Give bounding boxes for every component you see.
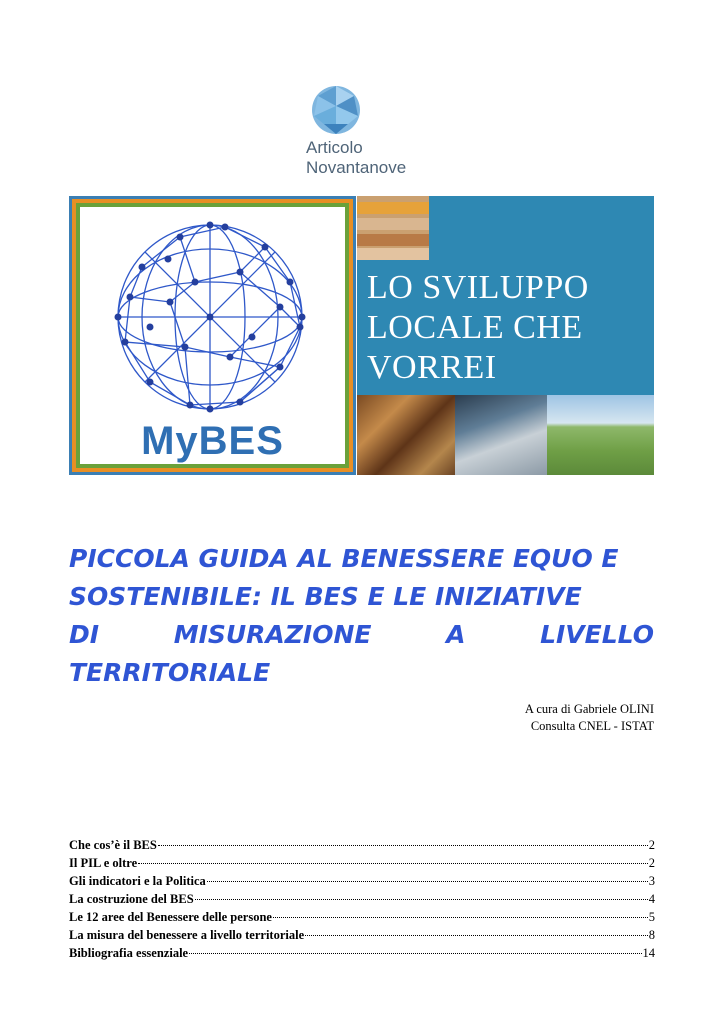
title-word: DI bbox=[69, 620, 100, 649]
toc-entry-page: 2 bbox=[648, 838, 655, 852]
toc-leader-dots bbox=[305, 935, 648, 936]
toc-entry-page: 8 bbox=[648, 928, 655, 942]
title-line: TERRITORIALE bbox=[69, 658, 271, 687]
cover-banner bbox=[69, 196, 654, 475]
keyboard-photo bbox=[455, 395, 547, 475]
title-word: MISURAZIONE bbox=[173, 620, 372, 649]
mybes-wordmark: MyBES bbox=[141, 419, 284, 463]
table-of-contents bbox=[69, 836, 655, 962]
banner-title-line: LO SVILUPPO bbox=[367, 269, 589, 306]
toc-entry-label: La costruzione del BES bbox=[69, 892, 194, 906]
countryside-photo bbox=[547, 395, 654, 475]
toc-entry-label: Gli indicatori e la Politica bbox=[69, 874, 206, 888]
logo-name-line2: Novantanove bbox=[306, 158, 407, 177]
banner-title-line: LOCALE CHE bbox=[367, 309, 583, 346]
toc-entry[interactable] bbox=[69, 854, 655, 872]
toc-entry[interactable] bbox=[69, 836, 655, 854]
title-line: SOSTENIBILE: IL BES E LE INIZIATIVE bbox=[69, 582, 582, 611]
toc-entry-label: Bibliografia essenziale bbox=[69, 946, 189, 960]
toc-leader-dots bbox=[138, 863, 648, 864]
toc-entry-page: 14 bbox=[642, 946, 655, 960]
faceted-sphere-icon bbox=[310, 84, 362, 136]
toc-entry-label: Le 12 aree del Benessere delle persone bbox=[69, 910, 272, 924]
toc-entry[interactable] bbox=[69, 944, 655, 962]
toc-entry[interactable] bbox=[69, 908, 655, 926]
title-line-justified bbox=[69, 616, 654, 654]
toc-leader-dots bbox=[189, 953, 641, 954]
author-credit bbox=[525, 701, 654, 735]
banner-title-line: VORREI bbox=[367, 349, 497, 386]
document-title bbox=[69, 540, 654, 692]
network-globe-icon bbox=[80, 207, 345, 422]
toc-leader-dots bbox=[158, 845, 648, 846]
logo-name-line1: Articolo bbox=[306, 138, 363, 157]
photo-strip bbox=[357, 395, 654, 475]
toc-entry[interactable] bbox=[69, 926, 655, 944]
toc-entry-label: La misura del benessere a livello territoriale bbox=[69, 928, 305, 942]
toc-entry-label: Il PIL e oltre bbox=[69, 856, 138, 870]
toc-entry-page: 3 bbox=[648, 874, 655, 888]
toc-entry-page: 4 bbox=[648, 892, 655, 906]
joined-hands-image bbox=[357, 196, 429, 260]
banner-title bbox=[367, 268, 589, 388]
toc-entry[interactable] bbox=[69, 890, 655, 908]
title-word: LIVELLO bbox=[540, 620, 654, 649]
articolo-novantanove-logo bbox=[300, 84, 430, 184]
toc-leader-dots bbox=[207, 881, 648, 882]
produce-photo bbox=[357, 395, 455, 475]
mybes-panel bbox=[69, 196, 356, 475]
toc-entry-page: 5 bbox=[648, 910, 655, 924]
toc-entry-label: Che cos’è il BES bbox=[69, 838, 157, 852]
toc-entry[interactable] bbox=[69, 872, 655, 890]
toc-leader-dots bbox=[273, 917, 648, 918]
toc-entry-page: 2 bbox=[648, 856, 655, 870]
toc-leader-dots bbox=[195, 899, 648, 900]
credit-author: A cura di Gabriele OLINI bbox=[524, 702, 654, 716]
title-word: A bbox=[446, 620, 466, 649]
credit-affiliation: Consulta CNEL - ISTAT bbox=[530, 719, 654, 733]
sviluppo-locale-panel bbox=[357, 196, 654, 475]
title-line: PICCOLA GUIDA AL BENESSERE EQUO E bbox=[69, 544, 619, 573]
